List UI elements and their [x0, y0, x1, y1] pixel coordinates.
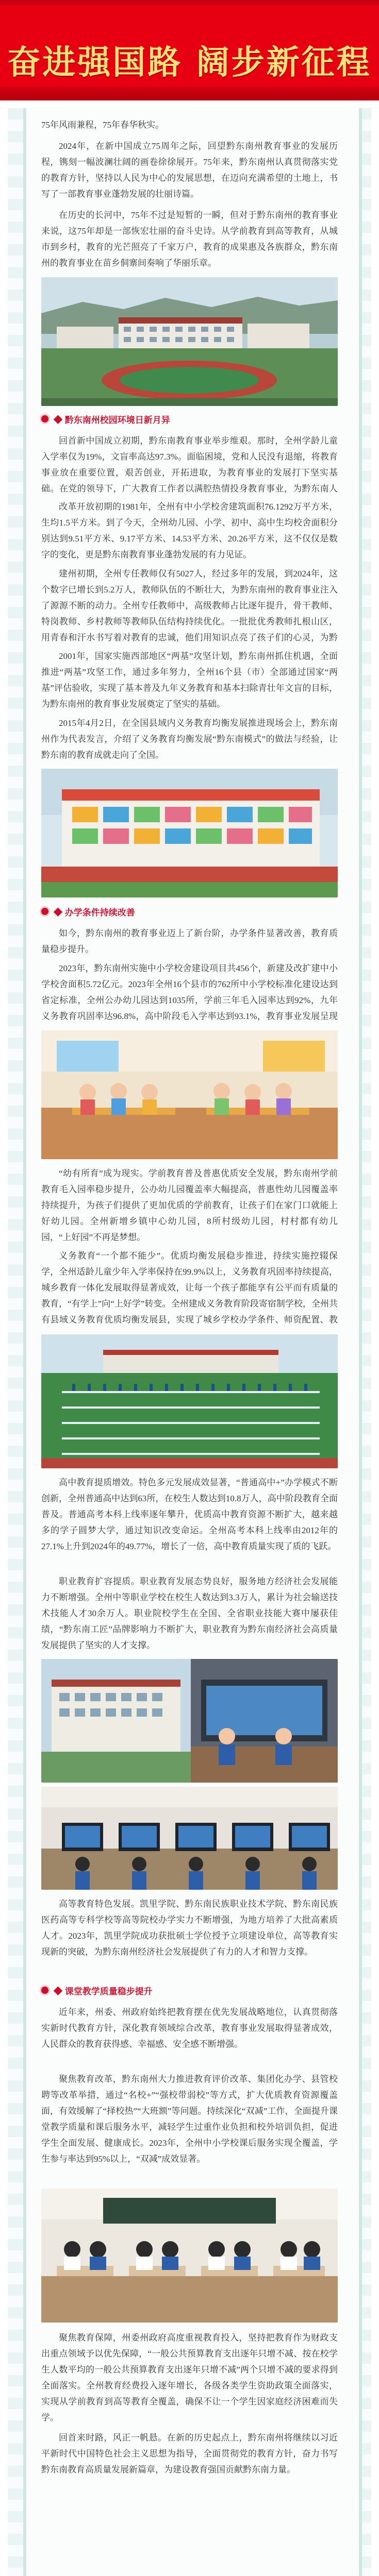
header-banner: [0, 0, 379, 100]
playground-illustration: [41, 1334, 338, 1468]
paragraph-15: 近年来，州委、州政府始终把教育摆在优先发展战略地位，认真贯彻落实新时代教育方针，深化教育领域综合改革，教育事业发展取得显著成效，人民群众的教育获得感、幸福感、安全感不断增强。: [41, 2007, 338, 2049]
paragraph-5: 建州初期，全州专任教师仅有5027人，经过多年的发展，到2024年，这个数字已增长到5.2万人，教师队伍的不断壮大，为黔东南州的教育事业注入了源源不断的动力。全州专任教师中，高级教师占比逐年提升，骨干教师、特岗教师、乡村教师等教师队伍结构持续优化。一批批优秀教师扎根山区，用青春和汗水书写着对教育的忠诚，他们用知识点亮了孩子们的心灵，为黔: [41, 569, 338, 642]
caption-2: [41, 903, 338, 920]
caption-dot-icon: [41, 1987, 48, 1994]
campus-aerial-illustration: [41, 277, 338, 406]
paragraph-17: 聚焦教育保障，州委州政府高度重视教育投入，坚持把教育作为财政支出重点领域予以优先保障，“一般公共预算教育支出逐年只增不减、按在校学生人数平均的一般公共预算教育支出逐年只增不减”两个只增不减的要求得到全面落实。全州教育经费投入逐年增长，各级各类学生资助政策全面落实，实现从学前教育到高等教育全覆盖，确保不让一个学生因家庭经济困难而失学。: [41, 2333, 338, 2422]
high-school-illustration: [41, 1659, 338, 1783]
caption-dot-icon: [41, 908, 48, 915]
banner-bottom-strip: [0, 87, 379, 100]
paragraph-7: 2015年4月2日，在全国县域内义务教育均衡发展推进现场会上，黔东南州作为代表发言，介绍了义务教育均衡发展“黔东南模式”的做法与经验，让黔东南的教育成就走向了全国。: [41, 718, 338, 760]
paragraph-14: 高等教育特色发展。凯里学院、黔东南民族职业技术学院、黔东南民族医药高等专科学校等高等院校办学实力不断增强，为地方培养了大批高素质人才。2023年，凯里学院成功获批硕士学位授予立项建设单位，高等教育实现新的突破，为黔东南州经济社会发展提供了有力的人才和智力支撑。: [41, 1899, 338, 1957]
computer-lab-photo: [41, 1787, 338, 1890]
intro-line: 75年风雨兼程，75年春华秋实。: [41, 120, 164, 130]
paragraph-13: 职业教育扩容提质。职业教育发展态势良好，服务地方经济社会发展能力不断增强。全州中等职业学校在校生人数达到3.3万人，累计为社会输送技术技能人才30余万人。职业院校学生在全国、全省职业技能大赛中屡获佳绩，“黔东南工匠”品牌影响力不断扩大，职业教育为黔东南经济社会高质量发展提供了坚实的人才支撑。: [41, 1577, 338, 1650]
paragraph-4: 改革开放初期的1981年，全州有中小学校舍建筑面积76.1292万平方米，生均1.5平方米。到了今天，全州幼儿园、小学、初中、高中生均校舍面积分别达到9.51平方米、9.17平方米、14.53平方米、20.26平方米，这不仅仅是数字的变化，更是黔东南教育事业蓬勃发展的有力见证。: [41, 502, 338, 560]
school-building-illustration: [41, 769, 338, 897]
banner-title: 奋进强国路 阔步新征程: [7, 44, 372, 82]
classroom-photo: [41, 2189, 338, 2323]
paragraph-16: 聚焦教育改革，黔东南州大力推进教育评价改革、集团化办学、县管校聘等改革举措，通过“名校+”“强校带弱校”等方式，扩大优质教育资源覆盖面，有效缓解了“择校热”“大班额”等问题。持续深化“双减”工作，全面提升课堂教学质量和课后服务水平，减轻学生过重作业负担和校外培训负担，促进学生全面发展、健康成长。2023年，全州中小学校课后服务实现全覆盖，学生参与率达到95%以上，“双减”成效显著。: [41, 2074, 338, 2164]
kindergarten-illustration: [41, 1030, 338, 1159]
school-building-photo: [41, 769, 338, 897]
paragraph-10: “幼有所育”成为现实。学前教育普及普惠优质安全发展，黔东南州学前教育毛入园率稳步提升，公办幼儿园覆盖率大幅提高，普惠性幼儿园覆盖率持续提升，为孩子们提供了更加优质的学前教育，让孩子们在家门口就能上好幼儿园。全州新增乡镇中心幼儿园，8所村级幼儿园，村村都有幼儿园，“上好园”不再是梦想。: [41, 1168, 338, 1242]
paragraph-6: 2001年，国家实施西部地区“两基”攻坚计划，黔东南州抓住机遇，全面推进“两基”攻坚工作，通过多年努力，全州16个县（市）全部通过国家“两基”评估验收，实现了基本普及九年义务教育和基本扫除青壮年文盲的目标，为黔东南州的教育事业发展奠定了坚实的基础。: [41, 651, 338, 709]
paragraph-18: 回首来时路，风正一帆悬。在新的历史起点上，黔东南州将继续以习近平新时代中国特色社会主义思想为指导，全面贯彻党的教育方针，奋力书写黔东南教育高质量发展新篇章，为建设教育强国贡献黔东南力量。: [41, 2433, 338, 2475]
playground-photo: [41, 1334, 338, 1468]
kindergarten-photo: [41, 1030, 338, 1159]
banner-top-strip: [0, 0, 379, 5]
classroom-illustration: [41, 2189, 338, 2323]
paragraph-8: 如今，黔东南州的教育事业迈上了新台阶，办学条件显著改善，教育质量稳步提升。: [41, 928, 338, 954]
computer-lab-illustration: [41, 1787, 338, 1890]
campus-aerial-photo: [41, 277, 338, 406]
paragraph-2: 在历史的长河中，75年不过是短暂的一瞬，但对于黔东南州的教育事业来说，这75年却是一部恢宏壮丽的奋斗史诗。从学前教育到高等教育，从城市到乡村，教育的光芒照亮了千家万户，教育的成果惠及各族群众，黔东南州的教育事业在苗乡侗寨间奏响了华丽乐章。: [41, 210, 338, 268]
caption-1-text: ◆ 黔东南州校园环境日新月异: [54, 415, 170, 425]
paragraph-12: 高中教育提质增效。特色多元发展成效显著，“普通高中+”办学模式不断创新，全州普通高中达到63所，在校生人数达到10.8万人，高中阶段教育全面普及。普通高考本科上线率逐年攀升，优质高中教育资源不断扩大，越来越多的学子圆梦大学，通过知识改变命运。全州高考本科上线率由2012年的27.1%上升到2024年的49.77%，增长了一倍，高中教育质量实现了质的飞跃。: [41, 1478, 338, 1551]
caption-3-text: ◆ 课堂教学质量稳步提升: [54, 1986, 153, 1996]
caption-dot-icon: [41, 415, 48, 422]
paragraph-1: 2024年，在新中国成立75周年之际，回望黔东南州教育事业的发展历程，镌刻一幅波澜壮阔的画卷徐徐展开。75年来，黔东南州认真贯彻落实党的教育方针，坚持以人民为中心的发展思想，在迈向充满希望的土地上，书写了一部教育事业蓬勃发展的壮丽诗篇。: [41, 141, 338, 199]
paragraph-9: 2023年，黔东南州实施中小学校舍建设项目共456个，新建及改扩建中小学校舍面积5.72亿元。2023年全州16个县市的762所中小学校标准化建设达到省定标准，全州公办幼儿园达到1035所，学前三年毛入园率达到92%，九年义务教育巩固率达96.8%，高中阶段毛入学率达到93.1%，教育事业发展呈现: [41, 963, 338, 1021]
paragraph-3: 回首新中国成立初期，黔东南教育事业举步维艰。那时，全州学龄儿童入学率仅为19%，文盲率高达97.3%。面临困境，党和人民没有退缩，将教育事业放在重要位置，艰苦创业，开拓进取，为教育事业的发展打下坚实基础。在党的领导下，广大教育工作者以满腔热情投身教育事业，为黔东南人: [41, 436, 338, 494]
high-school-photo: [41, 1659, 338, 1783]
caption-3: [41, 1981, 338, 1999]
caption-1: [41, 410, 338, 428]
left-decoration: [8, 108, 23, 2576]
paragraph-11: 义务教育“一个都不能少”。优质均衡发展稳步推进，持续实施控辍保学，全州适龄儿童少年入学率保持在99.9%以上，义务教育巩固率持续提高，城乡教育一体化发展取得显著成效，让每一个孩子都能享有公平而有质量的教育，“有学上”向“上好学”转变。全州建成义务教育阶段寄宿制学校，全州共有县域义务教育优质均衡发展县，实现了城乡学校办学条件、师资配置、教: [41, 1251, 338, 1325]
caption-2-text: ◆ 办学条件持续改善: [54, 907, 135, 918]
